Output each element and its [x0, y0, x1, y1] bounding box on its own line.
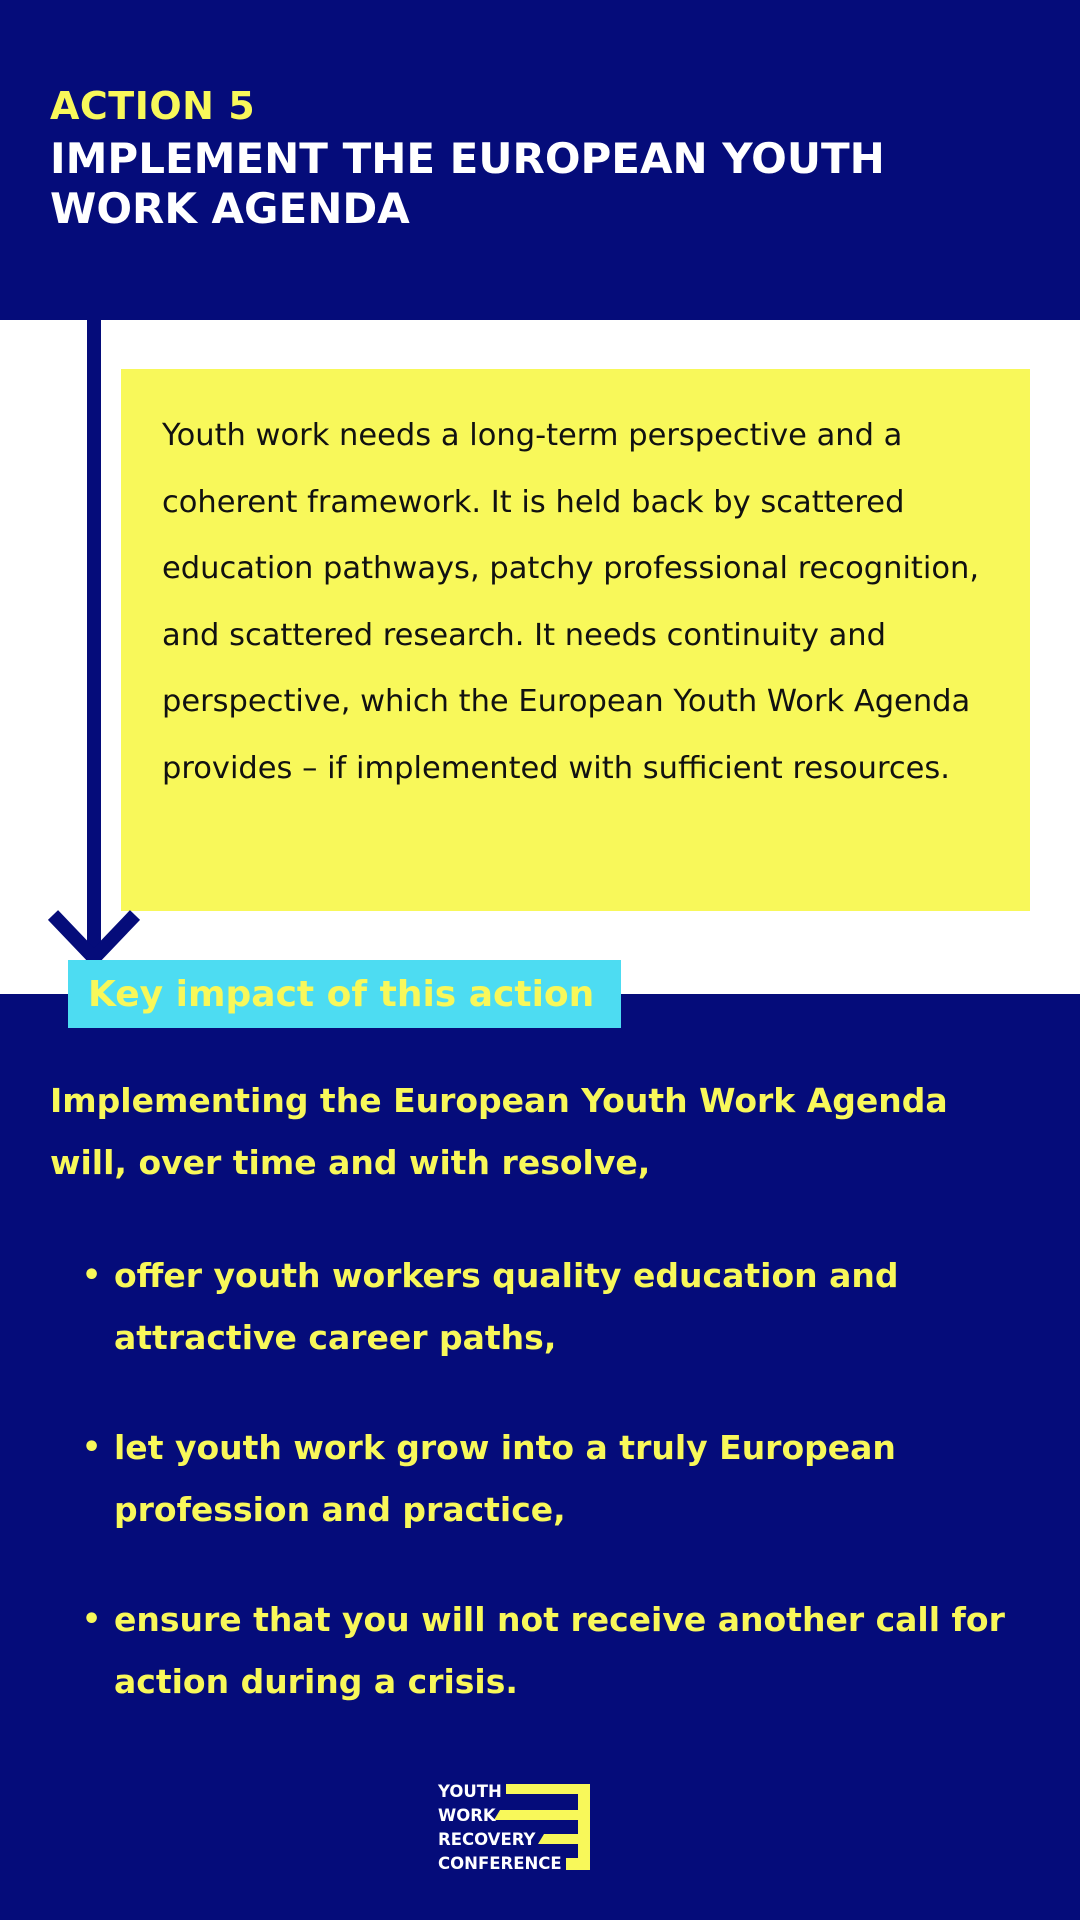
bullet-icon: •	[82, 1602, 102, 1637]
logo-line: YOUTH	[438, 1782, 502, 1801]
down-arrow-icon	[40, 320, 160, 970]
impact-list	[80, 1245, 1020, 1761]
list-item-text: offer youth workers quality education and attractive career paths,	[114, 1256, 899, 1357]
list-item	[80, 1245, 1020, 1369]
intro-box	[121, 369, 1030, 911]
list-item-text: ensure that you will not receive another call for action during a crisis.	[114, 1600, 1005, 1701]
logo-line: CONFERENCE	[438, 1854, 562, 1873]
impact-intro: Implementing the European Youth Work Agenda will, over time and with resolve,	[50, 1081, 948, 1182]
action-number: ACTION 5	[50, 84, 256, 128]
list-item-text: let youth work grow into a truly European profession and practice,	[114, 1428, 896, 1529]
logo-text	[438, 1780, 562, 1876]
key-impact-heading	[68, 960, 621, 1028]
bullet-icon: •	[82, 1258, 102, 1293]
action-title: IMPLEMENT THE EUROPEAN YOUTH WORK AGENDA	[50, 134, 885, 233]
list-item	[80, 1417, 1020, 1541]
logo-line: RECOVERY	[438, 1830, 536, 1849]
intro-text: Youth work needs a long-term perspective and a coherent framework. It is held back by scattered education pathways, patchy professional recognition, and scattered research. It needs continuity and perspective, which the European Youth Work Agenda provides – if implemented with sufficient resources.	[162, 418, 980, 786]
list-item	[80, 1589, 1020, 1713]
conference-logo	[438, 1780, 594, 1872]
bullet-icon: •	[82, 1430, 102, 1465]
key-impact-heading-text: Key impact of this action	[88, 973, 595, 1015]
logo-line: WORK	[438, 1806, 496, 1825]
header-band	[0, 0, 1080, 320]
